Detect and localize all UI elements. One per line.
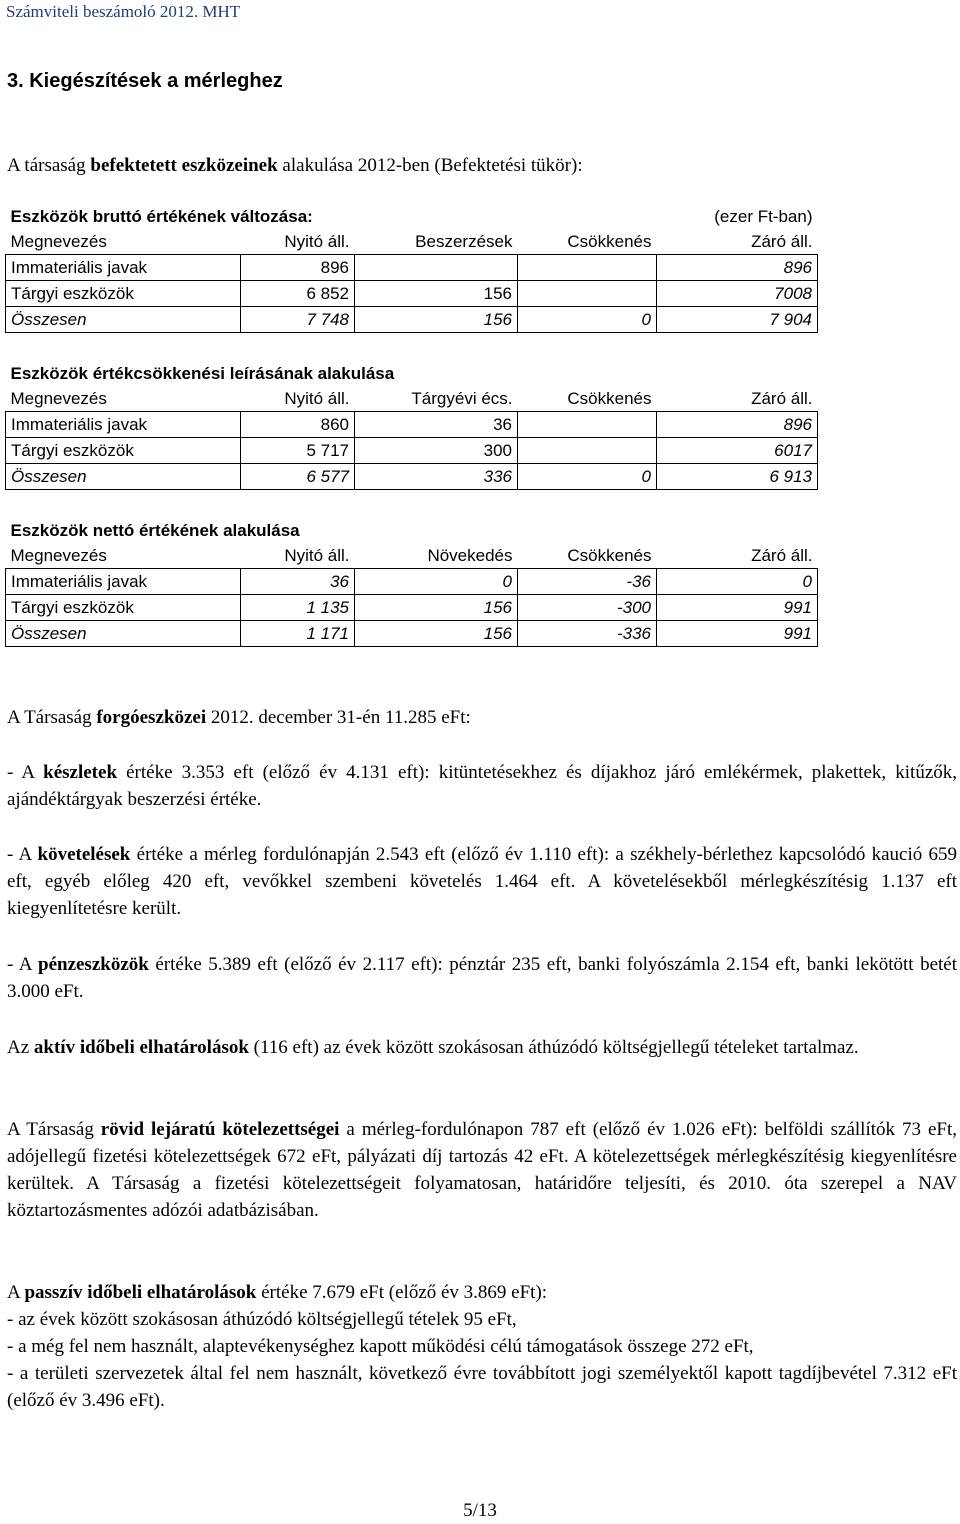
table-cell: 156: [355, 595, 518, 621]
table-cell: Tárgyi eszközök: [6, 281, 241, 307]
table-cell: 36: [355, 412, 518, 438]
table-cell: 7 748: [241, 307, 355, 333]
table-cell: Immateriális javak: [6, 412, 241, 438]
table-cell: 860: [241, 412, 355, 438]
table-cell: Összesen: [6, 621, 241, 647]
section-title: 3. Kiegészítések a mérleghez: [7, 70, 283, 92]
document-header: Számviteli beszámoló 2012. MHT: [6, 2, 241, 21]
unit-label: (ezer Ft-ban): [714, 206, 813, 226]
text-span: A Társaság: [7, 1119, 101, 1140]
table-cell: 991: [657, 621, 818, 647]
table-cell: 1 135: [241, 595, 355, 621]
table-cell: -336: [518, 621, 657, 647]
col-header: Tárgyévi écs.: [411, 388, 513, 408]
table-cell: 6 577: [241, 464, 355, 490]
paragraph-receivables: [7, 841, 957, 922]
table-row-total: [6, 307, 818, 333]
text-span: - A: [7, 954, 38, 975]
table-cell: 6 852: [241, 281, 355, 307]
paragraph-current-assets: [7, 704, 957, 731]
table-cell: 156: [355, 307, 518, 333]
text-span: értéke 3.353 eft (előző év 4.131 eft): kitüntetésekhez és díjakhoz járó emlékérmek, plakettek, kitűzők, ajándéktárgyak beszerzési értéke.: [7, 762, 958, 810]
passive-accruals-heading: [7, 1279, 957, 1306]
bold-term: rövid lejáratú kötelezettségei: [100, 1119, 340, 1140]
table-cell: 0: [355, 569, 518, 595]
gross-value-table: [5, 204, 818, 333]
table-title: Eszközök bruttó értékének változása:: [10, 206, 313, 226]
table-cell: 991: [657, 595, 818, 621]
table-row: [6, 281, 818, 307]
table-cell: -300: [518, 595, 657, 621]
table-cell: 156: [355, 621, 518, 647]
paragraph-active-accruals: [7, 1034, 957, 1061]
table-cell: [355, 255, 518, 281]
col-header: Megnevezés: [10, 231, 107, 251]
text-span: - A: [7, 762, 44, 783]
table-cell: 896: [241, 255, 355, 281]
table-cell: 36: [241, 569, 355, 595]
col-header: Záró áll.: [751, 231, 813, 251]
table-cell: 7 904: [657, 307, 818, 333]
text-span: értéke a mérleg fordulónapján 2.543 eft (előző év 1.110 eft): a székhely-bérlethez kapcsolódó kaució 659 eft, egyéb előleg 420 eft, vevőkkel szembeni követelés 1.464 eft. A követelésekből mérlegkészítésig 1.137 eft kiegyenlítetésre került.: [7, 844, 957, 919]
table-row: [6, 569, 818, 595]
table-cell: [518, 438, 657, 464]
table-cell: 156: [355, 281, 518, 307]
table-cell: 7008: [657, 281, 818, 307]
table-cell: Tárgyi eszközök: [6, 438, 241, 464]
intro-pre: A társaság: [7, 155, 91, 176]
text-span: a mérleg-fordulónapon 787 eft (előző év 1.026 eFt): belföldi szállítók 73 eFt, adójellegű fizetési kötelezettségek 672 eFt, pályázati díj tartozás 42 eFt. A kötelezettségek mérlegkészítésig kiegyenlítésre kerültek. A Társaság a fizetési kötelezettségeit folyamatosan, határidőre teljesíti, és 2010. óta szerepel a NAV köztartozásmentes adózói adatbázisában.: [7, 1119, 957, 1221]
table-cell: 0: [518, 464, 657, 490]
table-cell: Összesen: [6, 307, 241, 333]
table-row: [6, 438, 818, 464]
bold-term: követelések: [37, 844, 131, 865]
table-cell: Összesen: [6, 464, 241, 490]
list-item: - a még fel nem használt, alaptevékenységhez kapott működési célú támogatások összege 272 eFt,: [7, 1336, 754, 1357]
table-row-total: [6, 621, 818, 647]
col-header: Megnevezés: [10, 388, 107, 408]
table-cell: Tárgyi eszközök: [6, 595, 241, 621]
col-header: Beszerzések: [415, 231, 513, 251]
col-header: Csökkenés: [567, 231, 652, 251]
table-title: Eszközök nettó értékének alakulása: [10, 520, 300, 540]
col-header: Csökkenés: [567, 545, 652, 565]
paragraph-inventory: [7, 759, 957, 813]
text-span: Az: [7, 1037, 34, 1058]
text-span: értéke 5.389 eft (előző év 2.117 eft): pénztár 235 eft, banki folyószámla 2.154 eft, banki lekötött betét 3.000 eFt.: [7, 954, 957, 1002]
table-cell: Immateriális javak: [6, 569, 241, 595]
table-cell: 0: [657, 569, 818, 595]
page-number: 5/13: [463, 1500, 497, 1521]
list-item: - a területi szervezetek által fel nem használt, következő évre továbbított jogi személyektől kapott tagdíjbevétel 7.312 eFt (előző év 3.496 eFt).: [7, 1363, 957, 1411]
col-header: Megnevezés: [10, 545, 107, 565]
text-span: A: [7, 1282, 25, 1303]
col-header: Nyitó áll.: [284, 231, 350, 251]
text-span: 2012. december 31-én 11.285 eFt:: [206, 707, 471, 728]
table-row: [6, 595, 818, 621]
col-header: Nyitó áll.: [284, 545, 350, 565]
paragraph-short-term-liabilities: [7, 1116, 957, 1224]
intro-post: alakulása 2012-ben (Befektetési tükör):: [277, 155, 583, 176]
intro-bold: befektetett eszközeinek: [90, 155, 278, 176]
bold-term: pénzeszközök: [38, 954, 149, 975]
text-span: értéke 7.679 eFt (előző év 3.869 eFt):: [256, 1282, 548, 1303]
table-cell: 300: [355, 438, 518, 464]
bold-term: készletek: [43, 762, 118, 783]
col-header: Nyitó áll.: [284, 388, 350, 408]
table-cell: 6017: [657, 438, 818, 464]
table-cell: [518, 281, 657, 307]
table-cell: 1 171: [241, 621, 355, 647]
list-item: - az évek között szokásosan áthúzódó költségjellegű tételek 95 eFt,: [7, 1309, 517, 1330]
table-cell: 0: [518, 307, 657, 333]
text-span: (116 eft) az évek között szokásosan áthúzódó költségjellegű tételeket tartalmaz.: [248, 1037, 859, 1058]
bold-term: passzív időbeli elhatárolások: [24, 1282, 257, 1303]
table-row: [6, 412, 818, 438]
depreciation-table: [5, 361, 818, 490]
text-span: A Társaság: [7, 707, 97, 728]
table-cell: 896: [657, 412, 818, 438]
table-cell: [518, 255, 657, 281]
col-header: Csökkenés: [567, 388, 652, 408]
table-cell: 5 717: [241, 438, 355, 464]
net-value-table: [5, 518, 818, 647]
bold-term: forgóeszközei: [96, 707, 207, 728]
table-cell: -36: [518, 569, 657, 595]
paragraph-cash: [7, 951, 957, 1005]
intro-sentence: [7, 155, 583, 177]
table-row: [6, 255, 818, 281]
table-cell: 6 913: [657, 464, 818, 490]
table-row-total: [6, 464, 818, 490]
table-cell: Immateriális javak: [6, 255, 241, 281]
table-cell: [518, 412, 657, 438]
table-cell: 336: [355, 464, 518, 490]
col-header: Záró áll.: [751, 388, 813, 408]
text-span: - A: [7, 844, 38, 865]
col-header: Záró áll.: [751, 545, 813, 565]
bold-term: aktív időbeli elhatárolások: [33, 1037, 249, 1058]
paragraph-passive-accruals: [7, 1279, 957, 1414]
table-title: Eszközök értékcsökkenési leírásának alakulása: [10, 363, 395, 383]
table-cell: 896: [657, 255, 818, 281]
col-header: Növekedés: [427, 545, 513, 565]
